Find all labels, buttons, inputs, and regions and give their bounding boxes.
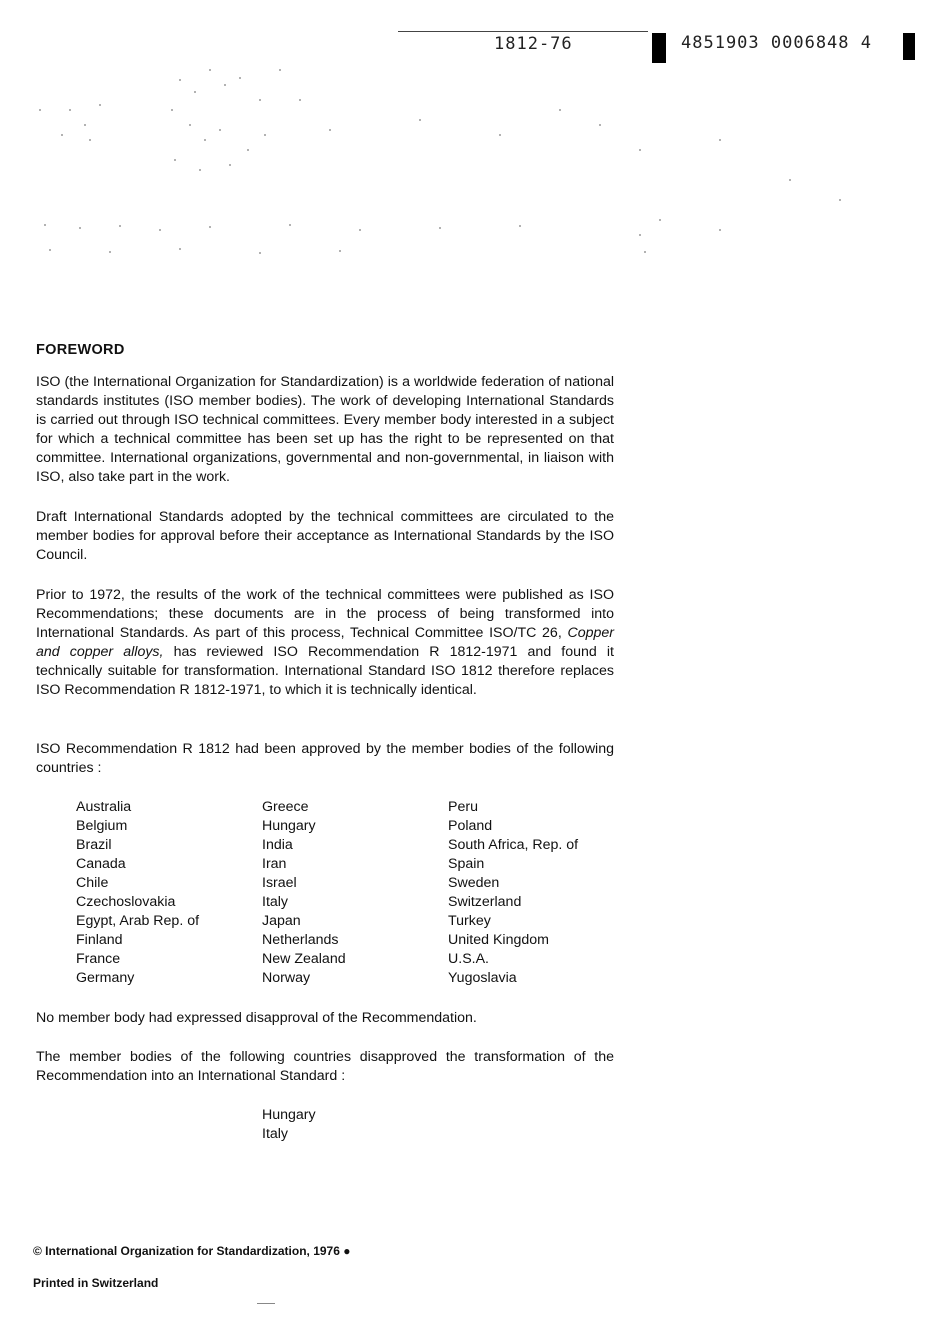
country-item: Chile [76, 875, 109, 891]
paragraph-text-start: Prior to 1972, the results of the work of the technical committees were published as ISO Recommendations; these documents are in the process of being transformed into International Standards. As part of this process, Technical Committee ISO/TC 26, [36, 587, 614, 641]
country-item: Italy [262, 1126, 289, 1142]
foreword-paragraph-6 [36, 1048, 614, 1086]
scan-marker-left [652, 33, 666, 63]
paragraph-text: The member bodies of the following countries disapproved the transformation of the Recommendation into an International Standard : [36, 1049, 614, 1084]
foreword-paragraph-3 [36, 586, 614, 700]
country-item: New Zealand [262, 951, 346, 967]
committee-title: Copper and copper alloys, [36, 625, 614, 660]
foreword-heading: FOREWORD [36, 342, 125, 358]
paragraph-text [36, 586, 614, 700]
foreword-paragraph-2 [36, 508, 614, 565]
header-rule [398, 31, 648, 32]
document-code: 1812-76 [494, 34, 573, 54]
country-item: Belgium [76, 818, 128, 834]
approving-countries-list [76, 798, 648, 988]
foreword-paragraph-4 [36, 740, 614, 778]
country-item: Japan [262, 913, 301, 929]
country-item: Switzerland [448, 894, 522, 910]
country-item: France [76, 951, 121, 967]
country-item: Hungary [262, 1107, 316, 1123]
country-item: Norway [262, 970, 311, 986]
country-item: Sweden [448, 875, 500, 891]
country-item: Egypt, Arab Rep. of [76, 913, 200, 929]
country-item: Netherlands [262, 932, 339, 948]
country-item: U.S.A. [448, 951, 489, 967]
paragraph-text: No member body had expressed disapproval of the Recommendation. [36, 1010, 477, 1026]
country-item: India [262, 837, 293, 853]
country-item: United Kingdom [448, 932, 549, 948]
country-item: South Africa, Rep. of [448, 837, 579, 853]
paragraph-text: ISO Recommendation R 1812 had been approved by the member bodies of the following countries : [36, 741, 614, 776]
country-item: Canada [76, 856, 126, 872]
country-item: Israel [262, 875, 297, 891]
country-item: Australia [76, 799, 132, 815]
paragraph-text-end: has reviewed ISO Recommendation R 1812-1971 and found it technically suitable for transformation. International Standard ISO 1812 therefore replaces ISO Recommendation R 1812-1971, to which it is technically identical. [36, 644, 614, 698]
country-item: Spain [448, 856, 485, 872]
country-item: Hungary [262, 818, 316, 834]
country-item: Italy [262, 894, 289, 910]
scan-marker-right [903, 33, 915, 60]
catalog-number: 4851903 0006848 4 [681, 33, 872, 53]
scan-noise [0, 40, 950, 280]
country-item: Turkey [448, 913, 491, 929]
country-item: Yugoslavia [448, 970, 517, 986]
country-item: Iran [262, 856, 287, 872]
foreword-paragraph-1 [36, 373, 614, 487]
copyright-notice: © International Organization for Standardization, 1976 ● [33, 1244, 351, 1258]
paragraph-text: ISO (the International Organization for Standardization) is a worldwide federation of national standards institutes (ISO member bodies). The work of developing International Standards is carried out through ISO technical committees. Every member body interested in a subject for which a technical committee has been set up has the right to be represented on that committee. International organizations, governmental and non-governmental, in liaison with ISO, also take part in the work. [36, 374, 614, 485]
country-item: Germany [76, 970, 135, 986]
country-item: Peru [448, 799, 478, 815]
paragraph-text: Draft International Standards adopted by the technical committees are circulated to the member bodies for approval before their acceptance as International Standards by the ISO Council. [36, 509, 614, 563]
disapproving-countries-list [262, 1106, 316, 1144]
page-mark [257, 1303, 275, 1304]
printed-location: Printed in Switzerland [33, 1276, 159, 1290]
country-item: Finland [76, 932, 123, 948]
country-item: Poland [448, 818, 493, 834]
country-item: Czechoslovakia [76, 894, 176, 910]
foreword-paragraph-5 [36, 1009, 614, 1028]
country-item: Brazil [76, 837, 112, 853]
country-item: Greece [262, 799, 309, 815]
